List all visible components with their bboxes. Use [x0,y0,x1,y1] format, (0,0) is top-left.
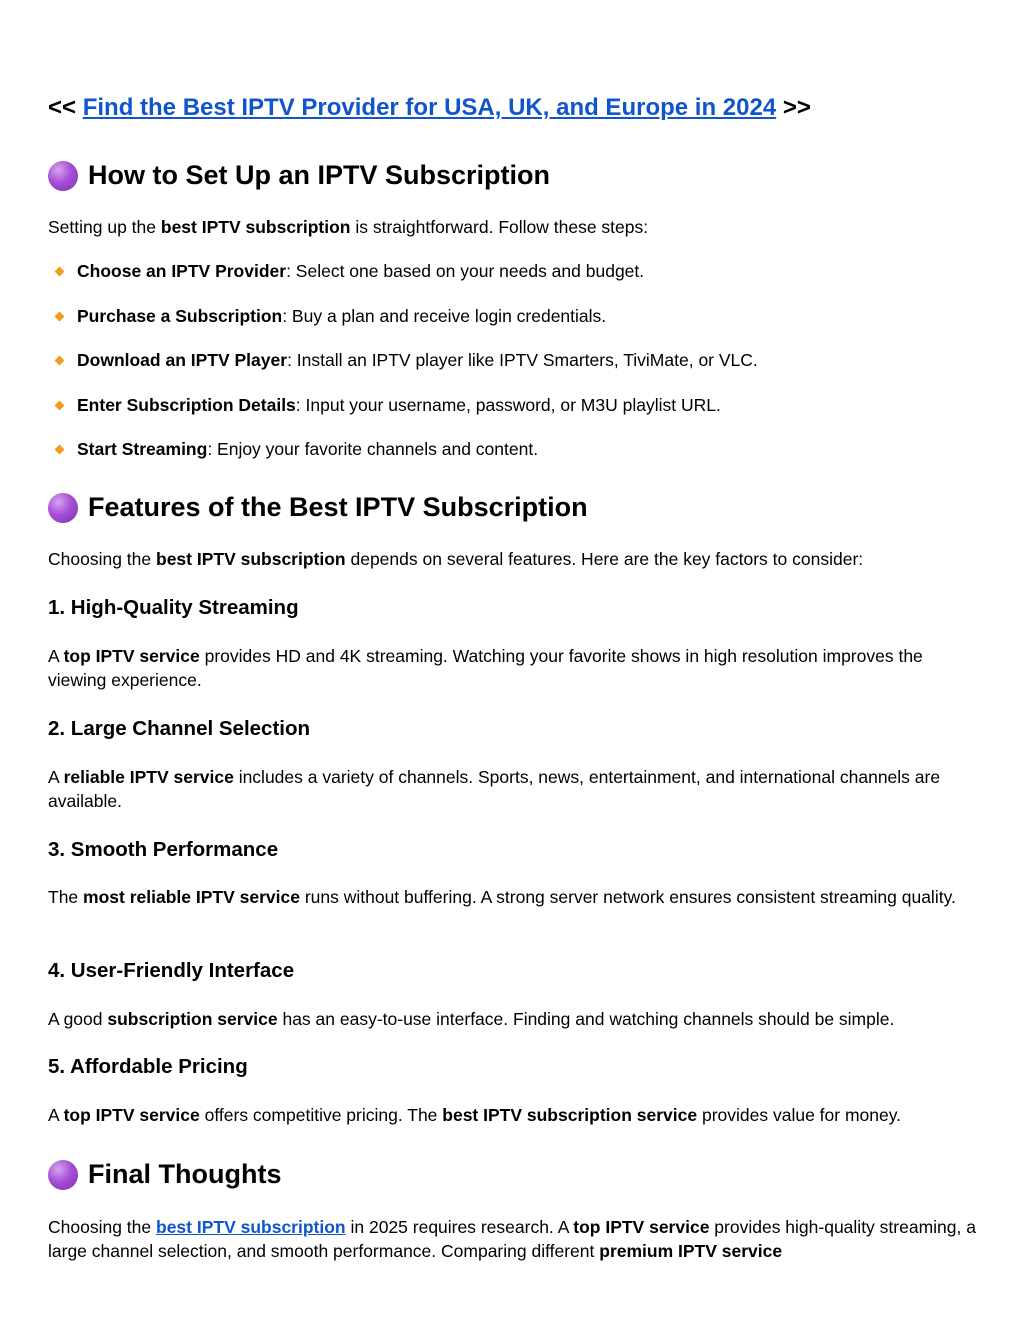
orange-diamond-icon [55,355,65,365]
feature-description: The most reliable IPTV service runs without buffering. A strong server network ensures consistent streaming quality. [48,887,956,907]
heading-text: Features of the Best IPTV Subscription [88,492,588,522]
section-heading-setup [48,160,550,191]
features-intro: Choosing the best IPTV subscription depends on several features. Here are the key factors to consider: [48,549,864,569]
best-iptv-subscription-link[interactable]: best IPTV subscription [156,1217,346,1237]
top-link-suffix: >> [782,94,811,121]
orange-diamond-icon [55,266,65,276]
heading-text: Final Thoughts [88,1159,282,1189]
section-heading-final-thoughts [48,1159,281,1190]
purple-circle-icon [48,493,78,523]
purple-circle-icon [48,161,78,191]
list-item: Choose an IPTV Provider: Select one based on your needs and budget. [48,259,644,283]
feature-title: 4. User-Friendly Interface [48,959,295,982]
list-item: Download an IPTV Player: Install an IPTV player like IPTV Smarters, TiviMate, or VLC. [48,348,758,372]
list-item: Purchase a Subscription: Buy a plan and receive login credentials. [48,304,606,328]
feature-title: 2. Large Channel Selection [48,717,311,740]
orange-diamond-icon [55,311,65,321]
feature-title: 1. High-Quality Streaming [48,596,299,619]
list-item: Start Streaming: Enjoy your favorite channels and content. [48,437,538,461]
feature-description: A reliable IPTV service includes a variety of channels. Sports, news, entertainment, and international channels are available. [48,767,941,811]
setup-intro: Setting up the best IPTV subscription is straightforward. Follow these steps: [48,217,649,237]
feature-description: A top IPTV service offers competitive pricing. The best IPTV subscription service provides value for money. [48,1105,902,1125]
heading-text: How to Set Up an IPTV Subscription [88,160,551,190]
feature-title: 3. Smooth Performance [48,838,279,861]
feature-title: 5. Affordable Pricing [48,1055,248,1078]
orange-diamond-icon [55,444,65,454]
top-link-line [48,94,811,122]
list-item: Enter Subscription Details: Input your username, password, or M3U playlist URL. [48,393,721,417]
feature-description: A top IPTV service provides HD and 4K streaming. Watching your favorite shows in high resolution improves the viewing experience. [48,646,923,690]
purple-circle-icon [48,1160,78,1190]
top-link-prefix: << [48,94,77,121]
orange-diamond-icon [55,400,65,410]
final-thoughts-paragraph: Choosing the best IPTV subscription in 2025 requires research. A top IPTV service provides high-quality streaming, a large channel selection, and smooth performance. Comparing different premium IPTV service [48,1217,976,1261]
section-heading-features [48,492,588,523]
feature-description: A good subscription service has an easy-to-use interface. Finding and watching channels should be simple. [48,1009,895,1029]
best-iptv-provider-link[interactable]: Find the Best IPTV Provider for USA, UK, and Europe in 2024 [82,94,777,121]
